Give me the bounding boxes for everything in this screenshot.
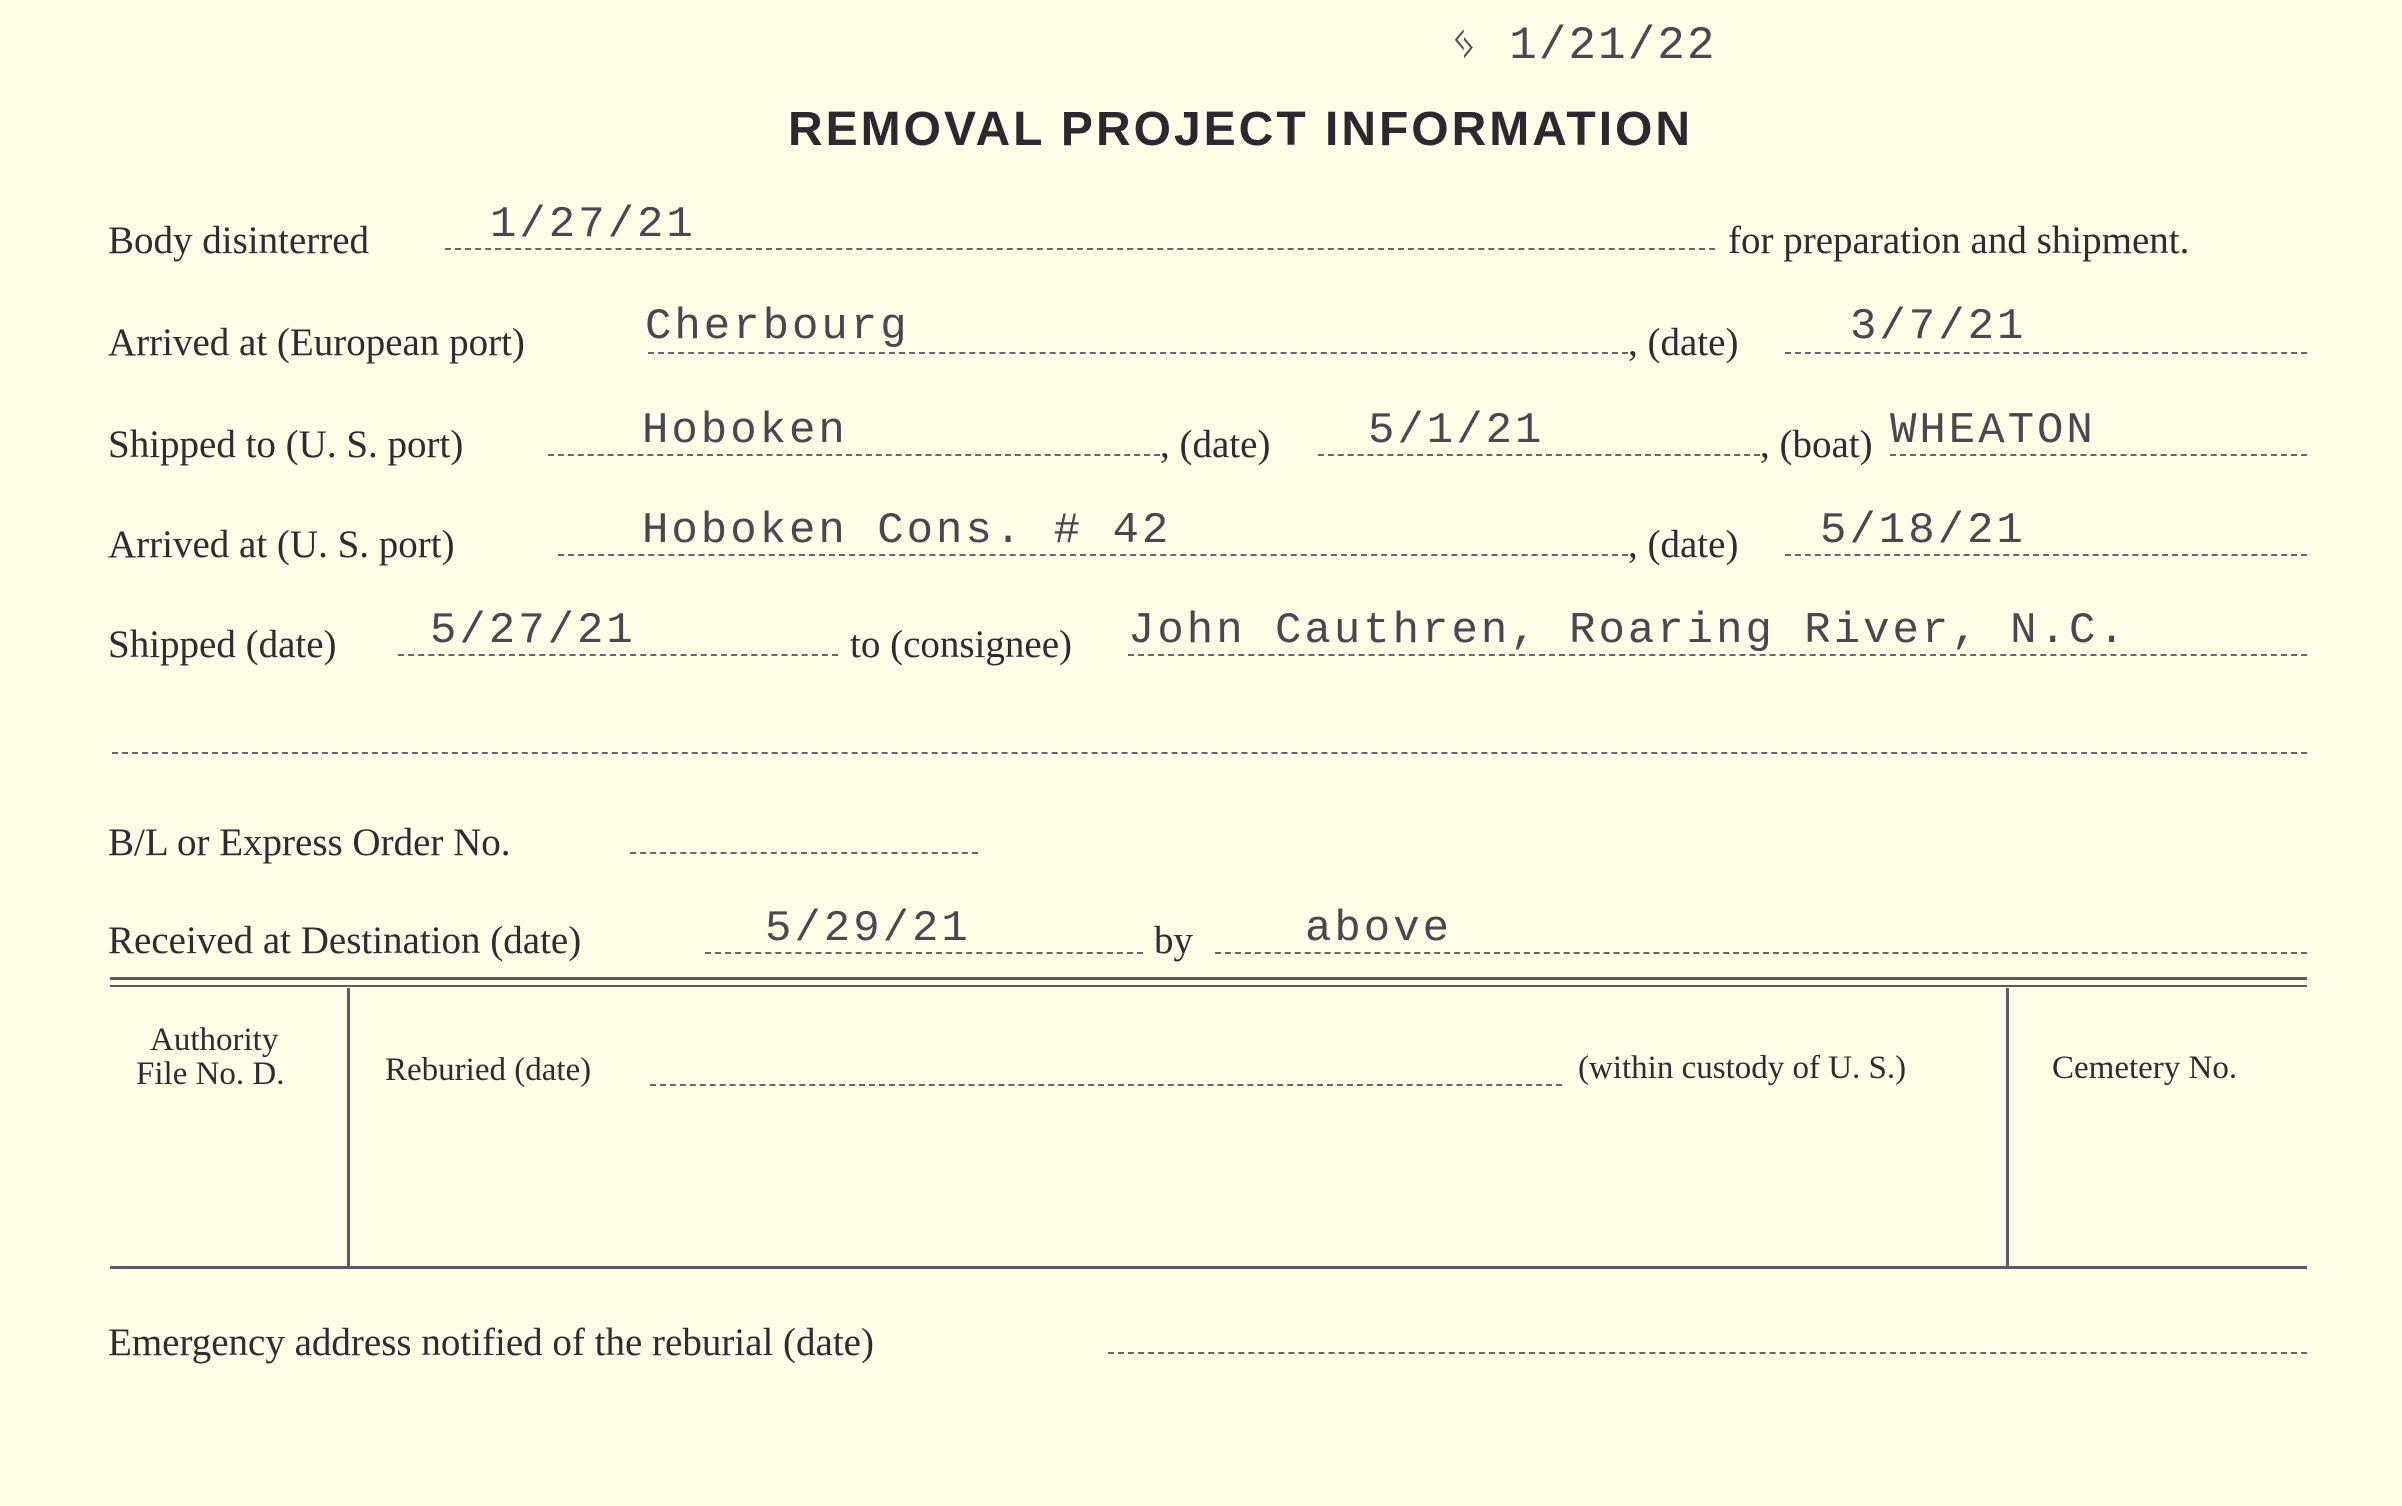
arrived-us-date-label: , (date) (1628, 523, 1739, 566)
bl-label: B/L or Express Order No. (108, 821, 511, 864)
received-by-label: by (1154, 919, 1193, 962)
bl-line (630, 852, 978, 854)
arrived-european-value: Cherbourg (645, 302, 910, 352)
shipped-date-value: 5/27/21 (430, 606, 636, 656)
title-word-removal: REMOVAL (788, 103, 1045, 156)
received-label: Received at Destination (date) (108, 919, 582, 962)
cemetery-label: Cemetery No. (2052, 1050, 2238, 1086)
title-word-information: INFORMATION (1324, 103, 1694, 156)
custody-label: (within custody of U. S.) (1578, 1050, 1907, 1086)
body-disinterred-value: 1/27/21 (490, 200, 696, 250)
table-divider-right (2006, 988, 2009, 1266)
arrived-european-label: Arrived at (European port) (108, 321, 525, 364)
body-disinterred-label: Body disinterred (108, 219, 370, 262)
body-disinterred-suffix: for preparation and shipment. (1728, 219, 2190, 262)
consignee-label: to (consignee) (850, 623, 1073, 666)
arrived-european-date-line (1785, 352, 2307, 354)
title-word-project: PROJECT (1060, 103, 1309, 156)
reburied-label: Reburied (date) (385, 1052, 592, 1088)
table-bottom-rule (110, 1266, 2307, 1269)
arrived-european-date-value: 3/7/21 (1850, 302, 2027, 352)
shipped-us-boat-label: , (boat) (1760, 423, 1873, 466)
received-date-value: 5/29/21 (765, 904, 971, 954)
arrived-us-label: Arrived at (U. S. port) (108, 523, 455, 566)
table-divider-left (347, 988, 350, 1266)
shipped-us-label: Shipped to (U. S. port) (108, 423, 464, 466)
reburied-line (650, 1084, 1562, 1086)
authority-label-line1: Authority (150, 1022, 279, 1058)
shipped-label: Shipped (date) (108, 623, 337, 666)
arrived-us-date-value: 5/18/21 (1820, 506, 2026, 556)
table-top-rule-1 (110, 977, 2307, 980)
arrived-european-line (648, 352, 1628, 354)
arrived-us-value: Hoboken Cons. # 42 (642, 506, 1172, 556)
shipped-us-line (548, 454, 1160, 456)
arrived-european-date-label: , (date) (1628, 321, 1739, 364)
received-by-value: above (1305, 904, 1453, 954)
shipped-us-boat-value: WHEATON (1890, 406, 2096, 456)
card-title (788, 102, 1693, 157)
table-top-rule-2 (110, 985, 2307, 987)
header-stamp: ᛃ 1/21/22 (1450, 20, 1717, 72)
shipped-us-value: Hoboken (642, 406, 848, 456)
emergency-line (1108, 1352, 2307, 1354)
shipped-us-date-label: , (date) (1160, 423, 1271, 466)
continuation-line (112, 752, 2307, 754)
emergency-label: Emergency address notified of the reburial (date) (108, 1321, 874, 1364)
authority-label-line2: File No. D. (136, 1056, 285, 1092)
shipped-us-date-value: 5/1/21 (1368, 406, 1545, 456)
consignee-value: John Cauthren, Roaring River, N.C. (1128, 606, 2128, 656)
